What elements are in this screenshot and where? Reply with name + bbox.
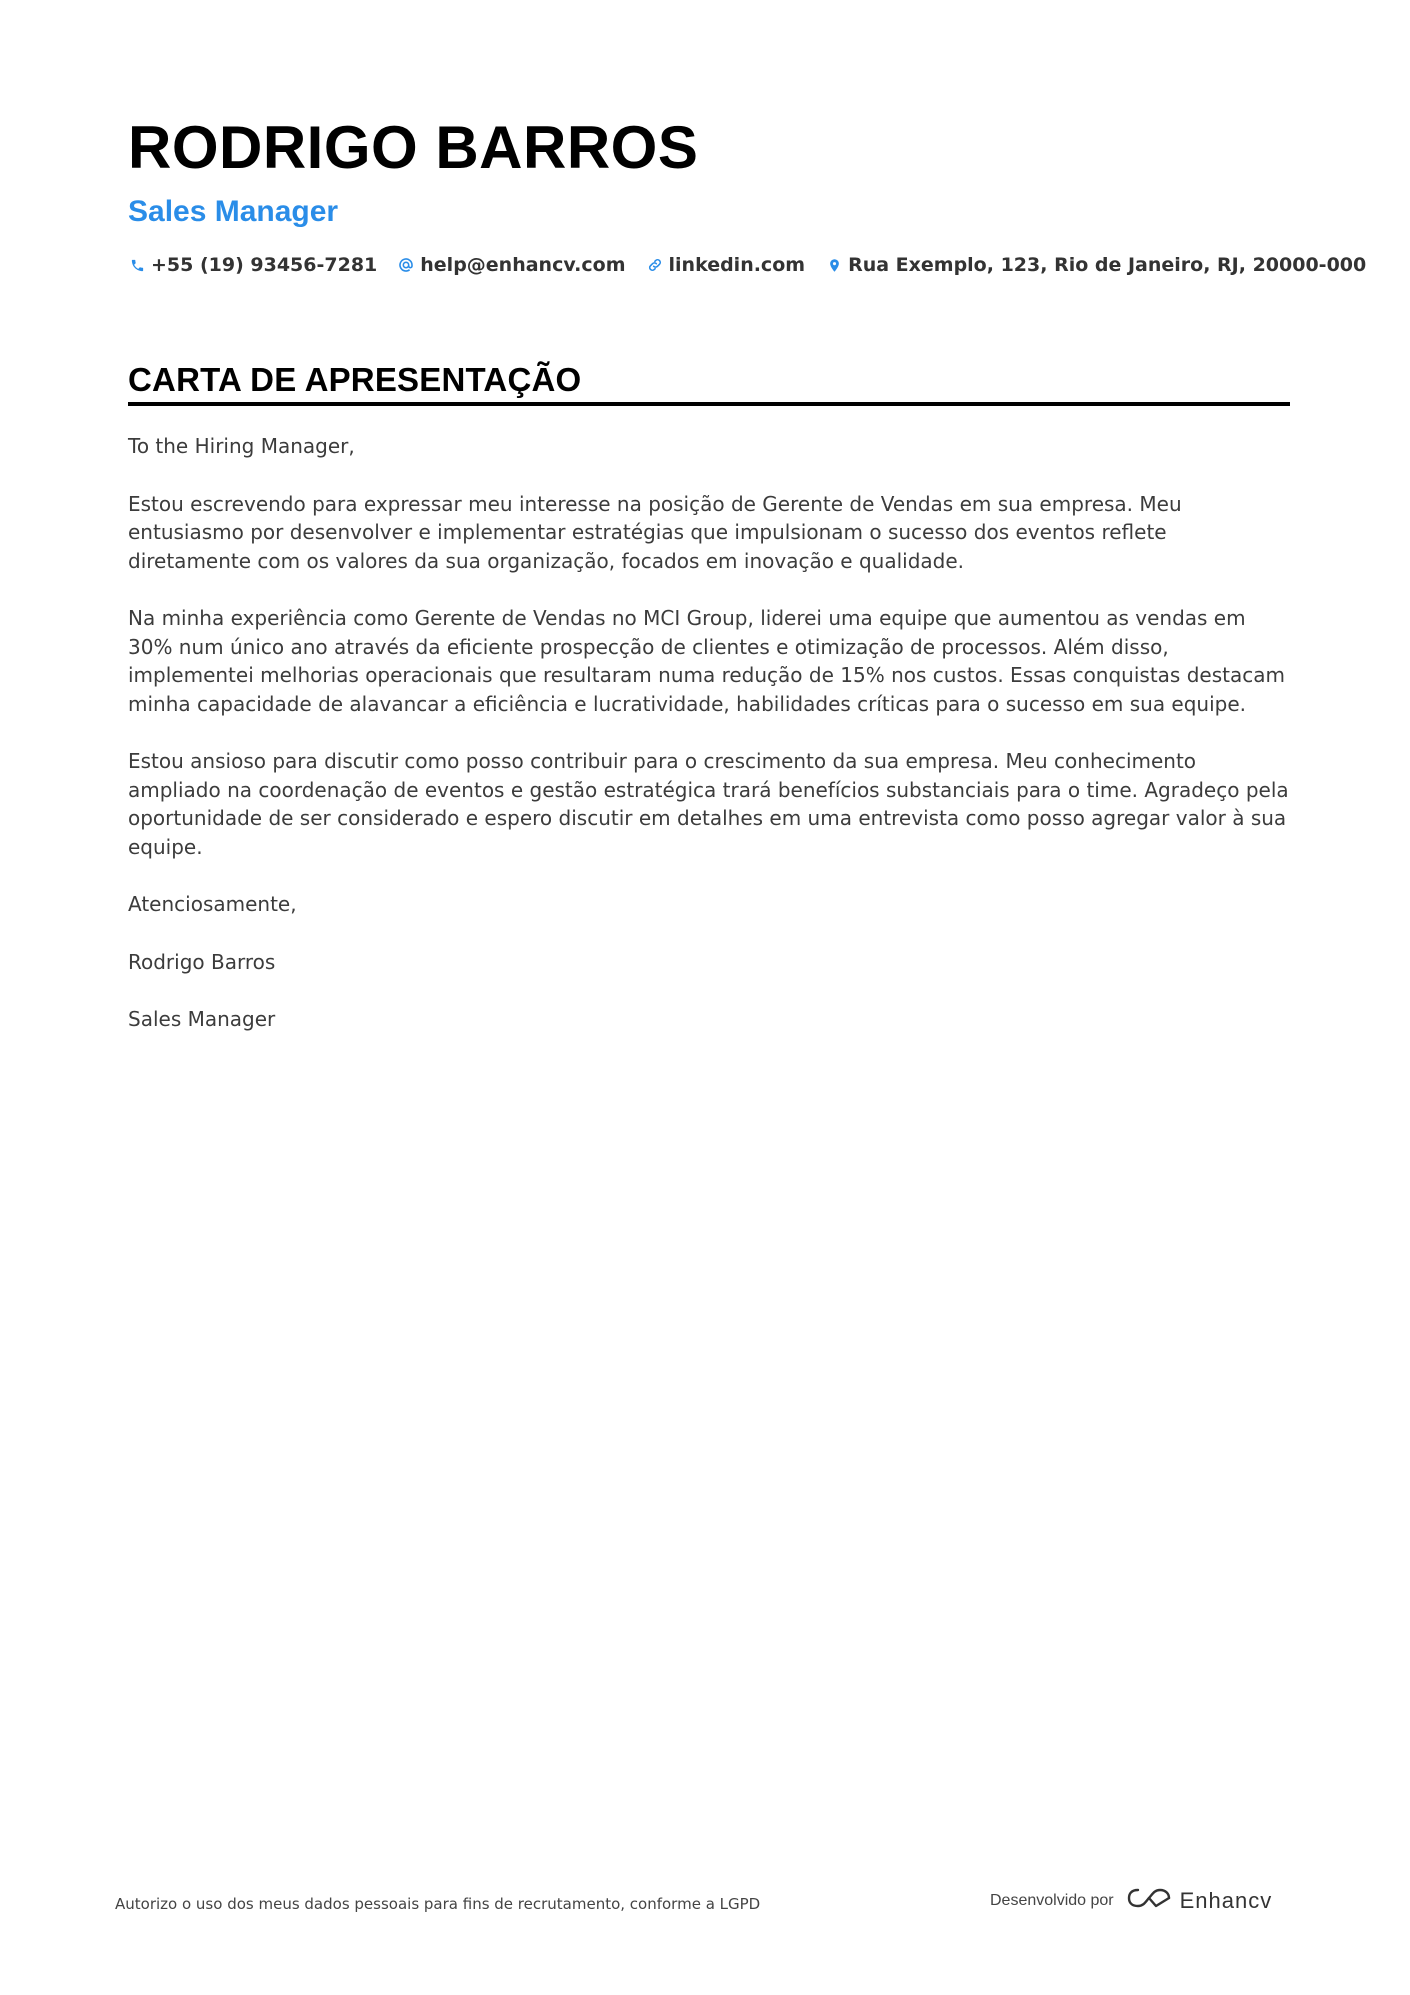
- contact-address-text: Rua Exemplo, 123, Rio de Janeiro, RJ, 20000-000: [848, 254, 1367, 276]
- link-icon: [646, 256, 664, 274]
- candidate-name: RODRIGO BARROS: [128, 114, 699, 181]
- contact-linkedin-text: linkedin.com: [668, 254, 806, 276]
- contact-linkedin[interactable]: [646, 254, 806, 276]
- consent-note: Autorizo o uso dos meus dados pessoais para fins de recrutamento, conforme a LGPD: [115, 1895, 761, 1913]
- enhancv-logo-icon: [1126, 1885, 1172, 1916]
- letter-closing: Atenciosamente,: [128, 892, 297, 916]
- signature-name: Rodrigo Barros: [128, 949, 276, 974]
- phone-icon: [128, 256, 146, 274]
- contact-bar: [128, 254, 1367, 276]
- contact-address: [825, 254, 1366, 276]
- letter-paragraph: Estou escrevendo para expressar meu interesse na posição de Gerente de Vendas em sua empresa. Meu entusiasmo por desenvolver e implementar estratégias que impulsionam o sucesso dos eventos reflete diretamente com os valores da sua organização, focados em inovação e qualidade.: [128, 491, 1182, 573]
- powered-by[interactable]: [990, 1885, 1272, 1916]
- brand-name: Enhancv: [1179, 1887, 1273, 1913]
- powered-by-label: Desenvolvido por: [990, 1891, 1114, 1909]
- candidate-role: Sales Manager: [128, 195, 339, 228]
- letter-body: [128, 432, 1290, 1034]
- letter-greeting: To the Hiring Manager,: [128, 434, 355, 458]
- contact-phone-text: +55 (19) 93456-7281: [151, 254, 378, 276]
- at-icon: [397, 256, 415, 274]
- cover-letter-page: [128, 112, 1367, 1063]
- letter-paragraph: Na minha experiência como Gerente de Vendas no MCI Group, liderei uma equipe que aumentou as vendas em 30% num único ano através da eficiente prospecção de clientes e otimização de processos. Além disso, implementei melhorias operacionais que resultaram numa redução de 15% nos custos. Essas conquistas destacam minha capacidade de alavancar a eficiência e lucratividade, habilidades críticas para o sucesso em sua equipe.: [128, 606, 1285, 716]
- location-icon: [825, 256, 843, 274]
- letter-paragraph: Estou ansioso para discutir como posso contribuir para o crescimento da sua empresa. Meu conhecimento ampliado na coordenação de eventos e gestão estratégica trará benefícios substanciais para o time. Agradeço pela oportunidade de ser considerado e espero discutir em detalhes em uma entrevista como posso agregar valor à sua equipe.: [128, 749, 1289, 859]
- contact-phone[interactable]: [128, 254, 377, 276]
- section-title: CARTA DE APRESENTAÇÃO: [128, 360, 1290, 406]
- signature-title: Sales Manager: [128, 1007, 276, 1031]
- contact-email[interactable]: [397, 254, 625, 276]
- contact-email-text: help@enhancv.com: [420, 254, 626, 276]
